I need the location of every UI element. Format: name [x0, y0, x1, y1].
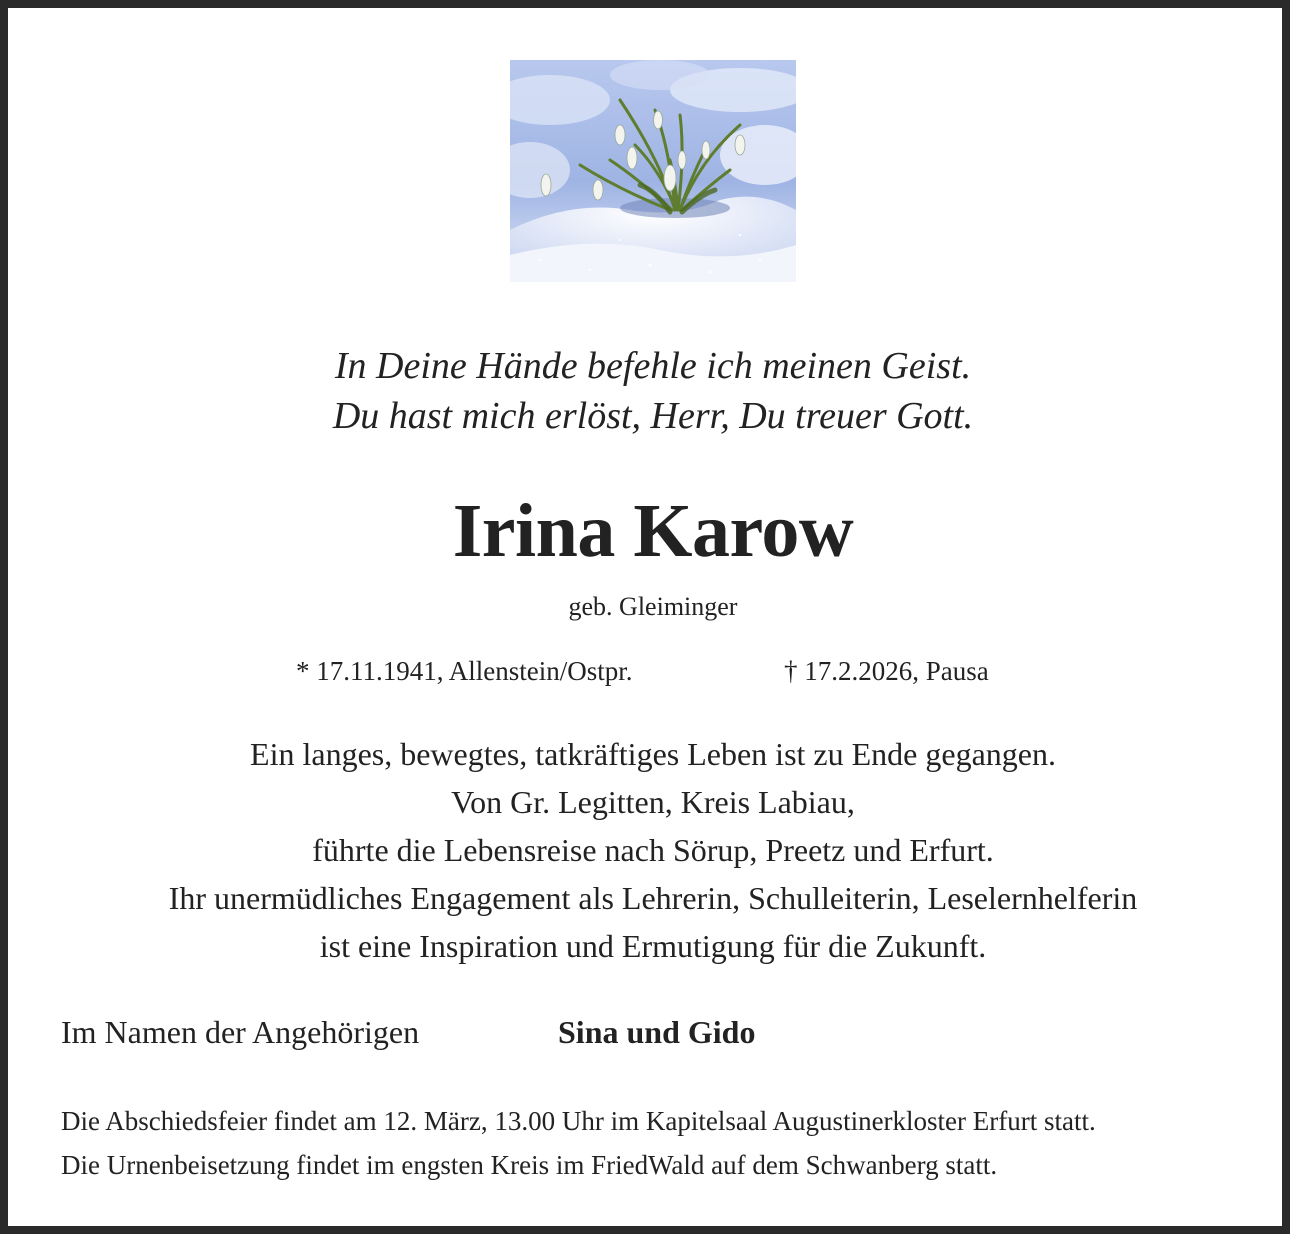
- biography-line: ist eine Inspiration und Ermutigung für die Zukunft.: [319, 928, 987, 964]
- snowdrop-photo: [510, 60, 796, 282]
- verse-line-1: In Deine Hände befehle ich meinen Geist.: [334, 345, 972, 387]
- biography-line: führte die Lebensreise nach Sörup, Preetz und Erfurt.: [312, 832, 994, 868]
- snowdrop-illustration: [510, 60, 796, 282]
- verse-line-2: Du hast mich erlöst, Herr, Du treuer Gott.: [332, 395, 974, 437]
- biography-line: Von Gr. Legitten, Kreis Labiau,: [451, 784, 855, 820]
- mourners-label: Im Namen der Angehörigen: [61, 1014, 420, 1050]
- death-date-place: † 17.2.2026, Pausa: [784, 656, 989, 686]
- birth-date-place: * 17.11.1941, Allenstein/Ostpr.: [296, 656, 633, 686]
- biography-line: Ein langes, bewegtes, tatkräftiges Leben ist zu Ende gegangen.: [250, 736, 1056, 772]
- deceased-name: Irina Karow: [452, 489, 854, 573]
- burial-note: Die Urnenbeisetzung findet im engsten Kreis im FriedWald auf dem Schwanberg statt.: [61, 1150, 998, 1180]
- mourners-names: Sina und Gido: [558, 1014, 756, 1050]
- biography-line: Ihr unermüdliches Engagement als Lehrerin, Schulleiterin, Leselernhelferin: [168, 880, 1138, 916]
- birth-name: geb. Gleiminger: [568, 592, 738, 621]
- ceremony-note: Die Abschiedsfeier findet am 12. März, 13.00 Uhr im Kapitelsaal Augustinerkloster Erfurt statt.: [61, 1106, 1096, 1136]
